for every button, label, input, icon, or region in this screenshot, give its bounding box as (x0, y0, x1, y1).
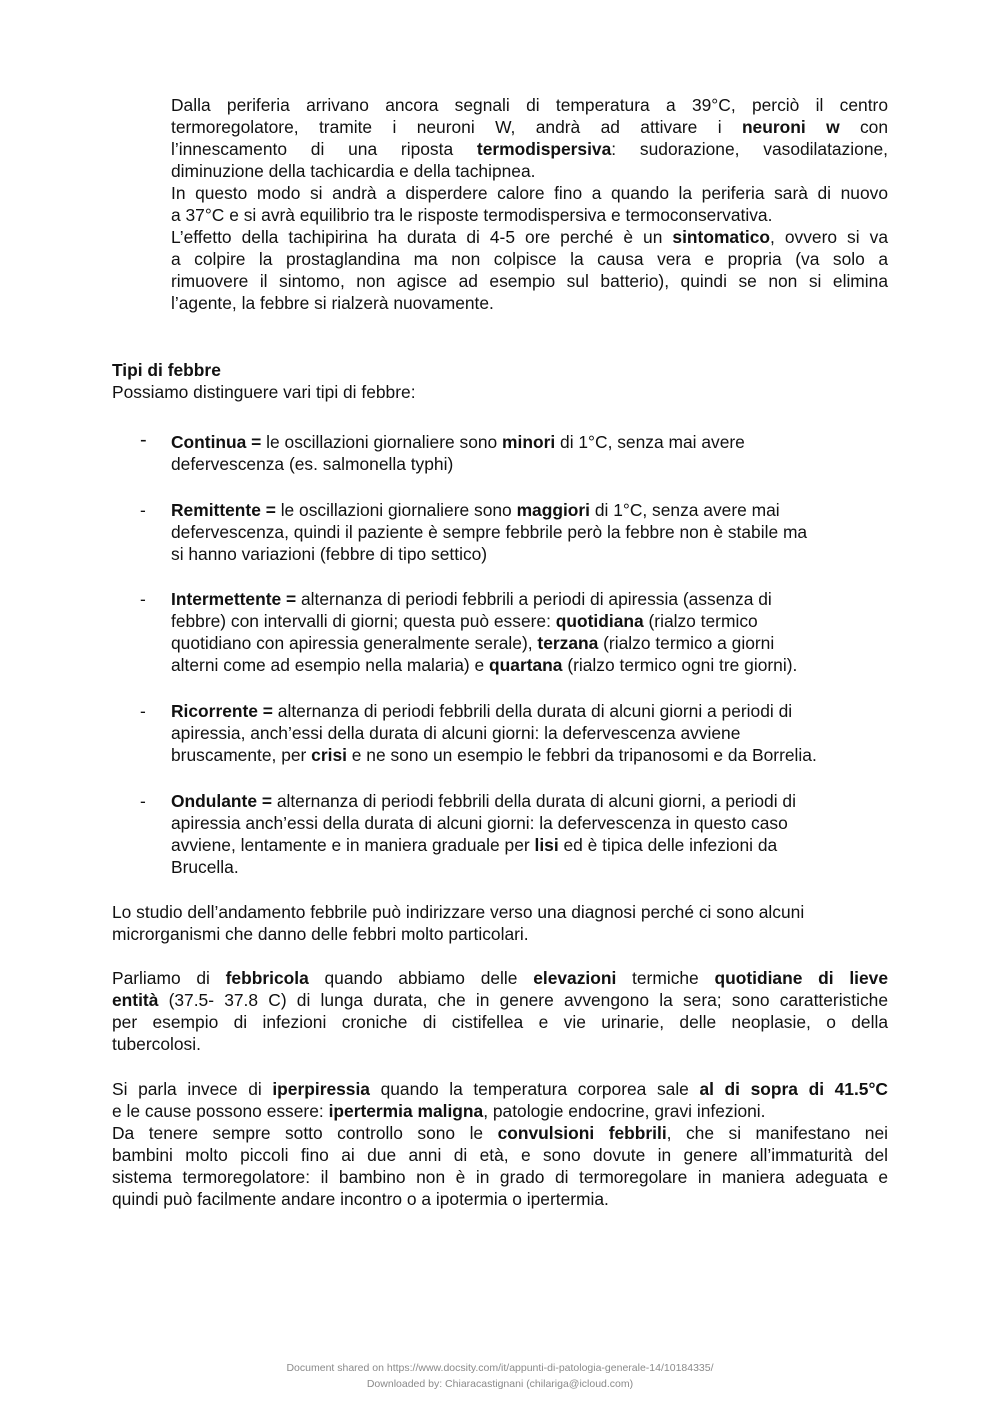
list-bullet: - (140, 701, 146, 721)
intro-line: In questo modo si andrà a disperdere calore fino a quando la periferia sarà di nuovo (171, 183, 888, 203)
list-item-text: Intermettente = alternanza di periodi febbrili a periodi di apiressia (assenza di febbre) con intervalli di giorni; questa può essere: quotidiana (rialzo termico quotidiano con apiressia generalmente serale), terzana (rialzo termico a giorni alterni come ad esempio nella malaria) e quartana (rialzo termico ogni tre giorni). (171, 589, 798, 675)
list-bullet: - (140, 589, 146, 609)
list-item-text: Continua = le oscillazioni giornaliere sono minori di 1°C, senza mai avere defervescenza (es. salmonella typhi) (171, 432, 745, 474)
fever-type-name: Intermettente = (171, 589, 297, 609)
intro-line: L’effetto della tachipirina ha durata di 4-5 ore perché è un sintomatico, ovvero si va (171, 227, 888, 247)
intro-line: a 37°C e si avrà equilibrio tra le risposte termodispersiva e termoconservativa. (171, 205, 773, 225)
intro-line: Dalla periferia arrivano ancora segnali di temperatura a 39°C, perciò il centro (171, 95, 888, 115)
fever-type-name: Ricorrente = (171, 701, 273, 721)
intro-line: l’agente, la febbre si rialzerà nuovamente. (171, 293, 494, 313)
list-item-text: Remittente = le oscillazioni giornaliere sono maggiori di 1°C, senza avere mai defervescenza, quindi il paziente è sempre febbrile però la febbre non è stabile ma si hanno variazioni (febbre di tipo settico) (171, 500, 808, 564)
fever-type-name: Ondulante = (171, 791, 272, 811)
fever-type-name: Remittente = (171, 500, 276, 520)
febbricola-paragraph: Parliamo di febbricola quando abbiamo delle elevazioni termiche quotidiane di lieve entità (37.5- 37.8 C) di lunga durata, che in genere avvengono la sera; sono caratteristiche per esempio di infezioni croniche di cistifellea e vie urinarie, delle neoplasie, o della tubercolosi. (112, 968, 889, 1054)
fever-type-name: Continua = (171, 432, 262, 452)
intro-paragraph (171, 94, 888, 314)
intro-line: a colpire la prostaglandina ma non colpisce la causa vera e propria (va solo a (171, 249, 888, 269)
iperpiressia-paragraph: Si parla invece di iperpiressia quando la temperatura corporea sale al di sopra di 41.5°C e le cause possono essere: ipertermia maligna, patologie endocrine, gravi infezioni. Da tenere sempre sotto controllo sono le convulsioni febbrili, che si manifestano nei bambini molto piccoli fino ai due anni di età, e sono dovute in genere all’immaturità del sistema termoregolatore: il bambino non è in grado di termoregolare in maniera adeguata e quindi può facilmente andare incontro o a ipotermia o ipertermia. (112, 1079, 888, 1209)
study-paragraph: Lo studio dell’andamento febbrile può indirizzare verso una diagnosi perché ci sono alcuni microrganismi che danno delle febbri molto particolari. (112, 902, 805, 944)
list-bullet: - (140, 429, 147, 451)
list-bullet: - (140, 500, 146, 520)
list-item-text: Ondulante = alternanza di periodi febbrili della durata di alcuni giorni, a periodi di apiressia anch’essi della durata di alcuni giorni: la defervescenza in questo caso avviene, lentamente e in maniera graduale per lisi ed è tipica delle infezioni da Brucella. (171, 791, 796, 877)
list-bullet: - (140, 791, 146, 811)
intro-line: rimuovere il sintomo, non agisce ad esempio sul batterio), quindi se non si elimina (171, 271, 888, 291)
bold-term: termodispersiva (476, 139, 612, 159)
list-item-text: Ricorrente = alternanza di periodi febbrili della durata di alcuni giorni a periodi di apiressia, anch’essi della durata di alcuni giorni: la defervescenza avviene bruscamente, per crisi e ne sono un esempio le febbri da tripanosomi e da Borrelia. (171, 701, 817, 765)
bold-term: neuroni w (741, 117, 840, 137)
intro-line: termoregolatore, tramite i neuroni W, andrà ad attivare i neuroni w con (171, 117, 889, 137)
footer-downloaded-by: Downloaded by: Chiaracastignani (chilariga@icloud.com) (366, 1378, 634, 1390)
intro-line: l’innescamento di una riposta termodispersiva: sudorazione, vasodilatazione, (171, 139, 888, 159)
bold-term: sintomatico (672, 227, 770, 247)
section-lead: Possiamo distinguere vari tipi di febbre: (112, 382, 416, 402)
footer-shared-link[interactable]: Document shared on https://www.docsity.com/it/appunti-di-patologia-generale-14/10184335/ (286, 1362, 714, 1374)
footer (0, 1360, 1000, 1392)
section-heading: Tipi di febbre (112, 360, 221, 380)
intro-line: diminuzione della tachicardia e della tachipnea. (171, 161, 536, 181)
